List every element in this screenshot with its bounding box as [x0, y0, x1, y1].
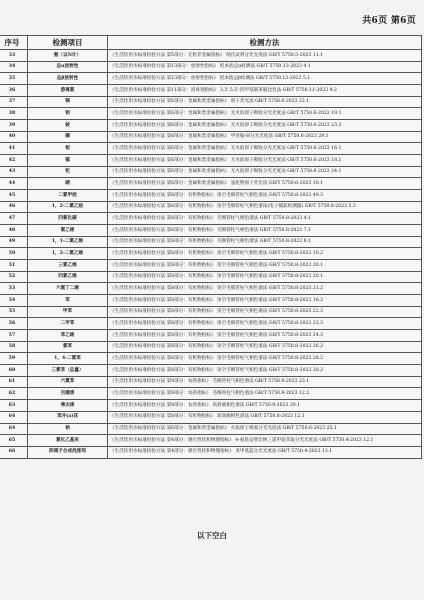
end-of-report-note: 以下空白: [197, 531, 227, 540]
row-seq: 37: [0, 96, 28, 108]
row-seq: 50: [0, 248, 28, 260]
table-row: [0, 295, 422, 307]
row-seq: 33: [0, 50, 28, 62]
row-item: 硒: [28, 178, 108, 190]
row-method: 《生活饮用水标准检验方法 第8部分：有机物指标》 顶空毛细管柱气相色谱法 GB/T 5750.8-2023 28.2: [108, 353, 422, 365]
row-seq: 48: [0, 225, 28, 237]
row-method: 《生活饮用水标准检验方法 第8部分：有机物指标》 顶空毛细管柱气相色谱法 GB/T 5750.8-2023 49.3: [108, 190, 422, 202]
table-row: [0, 166, 422, 178]
row-method: 《生活饮用水标准检验方法 第8部分：有机物指标》 顶空毛细管柱气相色谱法 GB/T 5750.8-2023 22.3: [108, 306, 422, 318]
row-item: 1，4-二氯苯: [28, 353, 108, 365]
row-seq: 45: [0, 190, 28, 202]
row-method: 《生活饮用水标准检验方法 第6部分：金属和类金属指标》 火焰原子吸收分光光度法 GB/T 5750.6-2023 25.1: [108, 423, 422, 435]
table-row: [0, 108, 422, 120]
table-row: [0, 213, 422, 225]
table-row: [0, 330, 422, 342]
column-header-method: 检测方法: [108, 36, 422, 50]
row-item: 四氯乙烯: [28, 271, 108, 283]
row-method: 《生活饮用水标准检验方法 第4部分：感官性状和物理指标》 4-氨基安替比林三氯甲烷萃取分光光度法 GB/T 5750.4-2023 12.1: [108, 435, 422, 447]
table-row: [0, 143, 422, 155]
row-item: 锑: [28, 96, 108, 108]
row-method: 《生活饮用水标准检验方法 第4部分：感官性状和物理指标》 亚甲基蓝分光光度法 GB/T 5750.4-2023 13.1: [108, 446, 422, 458]
row-item: 三氯乙烯: [28, 260, 108, 272]
row-seq: 40: [0, 131, 28, 143]
row-item: 钡: [28, 108, 108, 120]
row-method: 《生活饮用水标准检验方法 第8部分：有机物指标》 顶空毛细管柱气相色谱法 GB/T 5750.8-2023 26.2: [108, 341, 422, 353]
table-row: [0, 190, 422, 202]
row-method: 《生活饮用水标准检验方法 第13部分：放射性指标》 低本底总α检测法 GB/T 5750.13-2023 4.1: [108, 61, 422, 73]
row-method: 《生活饮用水标准检验方法 第6部分：金属和类金属指标》 甲亚胺-H分光光度法 GB/T 5750.6-2023 29.1: [108, 131, 422, 143]
row-seq: 59: [0, 353, 28, 365]
table-row: [0, 260, 422, 272]
row-item: 铍: [28, 120, 108, 132]
row-seq: 41: [0, 143, 28, 155]
row-method: 《生活饮用水标准检验方法 第6部分：金属和类金属指标》 无火焰原子吸收分光光度法 GB/T 5750.6-2023 16.1: [108, 143, 422, 155]
row-item: 二甲苯: [28, 318, 108, 330]
row-method: 《生活饮用水标准检验方法 第9部分：农药指标》 毛细管柱气相色谱法 GB/T 5750.9-2023 12.2: [108, 388, 422, 400]
column-header-seq: 序号: [0, 36, 28, 50]
row-item: 甲苯: [28, 306, 108, 318]
table-row: [0, 376, 422, 388]
row-method: 《生活饮用水标准检验方法 第8部分：有机物指标》 顶空毛细管柱气相色谱法 GB/T 5750.8-2023 21.2: [108, 283, 422, 295]
row-seq: 58: [0, 341, 28, 353]
row-item: 钠: [28, 423, 108, 435]
row-item: 六氯苯: [28, 376, 108, 388]
table-row: [0, 446, 422, 458]
table-row: [0, 96, 422, 108]
table-row: [0, 178, 422, 190]
row-item: 氯化乙基汞: [28, 435, 108, 447]
row-seq: 42: [0, 155, 28, 167]
row-method: 《生活饮用水标准检验方法 第6部分：金属和类金属指标》 无火焰原子吸收分光光度法 GB/T 5750.6-2023 19.1: [108, 108, 422, 120]
row-item: 1，2-二氯乙烯: [28, 248, 108, 260]
page-header: [0, 0, 424, 40]
row-item: 四氯化碳: [28, 213, 108, 225]
row-method: 《生活饮用水标准检验方法 第6部分：金属和类金属指标》 无火焰原子吸收分光光度法 GB/T 5750.6-2023 24.1: [108, 166, 422, 178]
row-seq: 38: [0, 108, 28, 120]
row-seq: 55: [0, 306, 28, 318]
row-seq: 39: [0, 120, 28, 132]
row-method: 《生活饮用水标准检验方法 第9部分：农药指标》 毛细管柱气相色谱法 GB/T 5750.9-2023 23.1: [108, 376, 422, 388]
row-item: 二氯甲烷: [28, 190, 108, 202]
row-method: 《生活饮用水标准检验方法 第8部分：有机物指标》 毛细管柱气相色谱法 GB/T 5750.8-2023 7.1: [108, 225, 422, 237]
table-row: [0, 353, 422, 365]
table-row: [0, 388, 422, 400]
row-seq: 53: [0, 283, 28, 295]
row-seq: 64: [0, 411, 28, 423]
row-item: 总β放射性: [28, 73, 108, 85]
table-row: [0, 400, 422, 412]
row-seq: 64: [0, 423, 28, 435]
row-seq: 36: [0, 85, 28, 97]
row-seq: 60: [0, 365, 28, 377]
row-method: 《生活饮用水标准检验方法 第8部分：有机物指标》 顶空毛细管柱气相色谱法 GB/T 5750.8-2023 20.1: [108, 260, 422, 272]
table-row: [0, 155, 422, 167]
row-seq: 63: [0, 400, 28, 412]
row-seq: 62: [0, 388, 28, 400]
row-method: 《生活饮用水标准检验方法 第8部分：有机物指标》 顶空毛细管柱气相色谱法 GB/T 5750.8-2023 20.1: [108, 271, 422, 283]
row-method: 《生活饮用水标准检验方法 第6部分：金属和类金属指标》 原子荧光法 GB/T 5750.6-2023 22.1: [108, 96, 422, 108]
table-row: [0, 423, 422, 435]
row-method: 《生活饮用水标准检验方法 第13部分：放射性指标》 低本底总β检测法 GB/T 5750.13-2023 5.1: [108, 73, 422, 85]
table-row: [0, 85, 422, 97]
row-method: 《生活饮用水标准检验方法 第8部分：有机物指标》 顶空毛细管柱气相色谱法(电子捕获检测器) GB/T 5750.8-2023 5.3: [108, 201, 422, 213]
row-method: 《生活饮用水标准检验方法 第8部分：有机物指标》 高效液相色谱法 GB/T 5750.8-2023 12.1: [108, 411, 422, 423]
table-row: [0, 306, 422, 318]
row-seq: 56: [0, 318, 28, 330]
row-item: 莠去津: [28, 400, 108, 412]
row-method: 《生活饮用水标准检验方法 第8部分：有机物指标》 顶空毛细管柱气相色谱法 GB/T 5750.8-2023 18.2: [108, 295, 422, 307]
row-seq: 52: [0, 271, 28, 283]
row-method: 《生活饮用水标准检验方法 第11部分：消毒剂指标》 3,3',5,5'-四甲基联苯胺比色法 GB/T 5750.11-2023 4.2: [108, 85, 422, 97]
row-seq: 66: [0, 446, 28, 458]
row-seq: 65: [0, 435, 28, 447]
row-seq: 35: [0, 73, 28, 85]
row-seq: 34: [0, 61, 28, 73]
row-item: 苯: [28, 295, 108, 307]
table-row: [0, 236, 422, 248]
table-row: [0, 365, 422, 377]
test-methods-table: [0, 35, 422, 459]
table-row: [0, 341, 422, 353]
row-seq: 51: [0, 260, 28, 272]
row-seq: 54: [0, 295, 28, 307]
row-item: 1，2-二氯乙烷: [28, 201, 108, 213]
table-row: [0, 201, 422, 213]
row-item: 百菌清: [28, 388, 108, 400]
row-item: 三氯苯（总量）: [28, 365, 108, 377]
row-item: 苯乙烯: [28, 330, 108, 342]
row-item: 铊: [28, 166, 108, 178]
row-item: 钼: [28, 143, 108, 155]
row-seq: 57: [0, 330, 28, 342]
table-row: [0, 73, 422, 85]
table-row: [0, 283, 422, 295]
row-item: 总α放射性: [28, 61, 108, 73]
table-row: [0, 120, 422, 132]
row-seq: 44: [0, 178, 28, 190]
row-item: 1，1-二氯乙烯: [28, 236, 108, 248]
table-row: [0, 61, 422, 73]
row-item: 硼: [28, 131, 108, 143]
row-method: 《生活饮用水标准检验方法 第8部分：有机物指标》 顶空毛细管柱气相色谱法 GB/T 5750.8-2023 30.2: [108, 365, 422, 377]
table-row: [0, 435, 422, 447]
row-seq: 47: [0, 213, 28, 225]
table-row: [0, 131, 422, 143]
column-header-item: 检测项目: [28, 36, 108, 50]
row-method: 《生活饮用水标准检验方法 第8部分：有机物指标》 毛细管柱气相色谱法 GB/T 5750.8-2023 8.1: [108, 236, 422, 248]
table-row: [0, 225, 422, 237]
row-item: 氯苯: [28, 341, 108, 353]
row-item: 氯乙烯: [28, 225, 108, 237]
row-method: 《生活饮用水标准检验方法 第6部分：金属和类金属指标》 氢化物原子荧光法 GB/T 5750.6-2023 10.1: [108, 178, 422, 190]
row-item: 镍: [28, 155, 108, 167]
table-row: [0, 248, 422, 260]
row-method: 《生活饮用水标准检验方法 第5部分：无机非金属指标》 纳氏试剂分光光度法 GB/T 5750.5-2023 11.1: [108, 50, 422, 62]
table-row: [0, 411, 422, 423]
row-item: 氨（以N计）: [28, 50, 108, 62]
page-count: 共6页 第6页: [362, 16, 416, 26]
row-method: 《生活饮用水标准检验方法 第8部分：有机物指标》 顶空毛细管柱气相色谱法 GB/T 5750.8-2023 24.3: [108, 330, 422, 342]
row-item: 阴离子合成洗涤剂: [28, 446, 108, 458]
row-method: 《生活饮用水标准检验方法 第9部分：农药指标》 高效液相色谱法 GB/T 5750.9-2023 20.1: [108, 400, 422, 412]
row-seq: 49: [0, 236, 28, 248]
row-item: 六氯丁二烯: [28, 283, 108, 295]
row-method: 《生活饮用水标准检验方法 第8部分：有机物指标》 毛细管柱气相色谱法 GB/T 5750.8-2023 4.1: [108, 213, 422, 225]
row-seq: 46: [0, 201, 28, 213]
row-seq: 43: [0, 166, 28, 178]
row-item: 游离氯: [28, 85, 108, 97]
row-method: 《生活饮用水标准检验方法 第8部分：有机物指标》 顶空毛细管柱气相色谱法 GB/T 5750.8-2023 23.3: [108, 318, 422, 330]
row-method: 《生活饮用水标准检验方法 第8部分：有机物指标》 顶空毛细管柱气相色谱法 GB/T 5750.8-2023 10.2: [108, 248, 422, 260]
row-method: 《生活饮用水标准检验方法 第6部分：金属和类金属指标》 无火焰原子吸收分光光度法 GB/T 5750.6-2023 23.2: [108, 120, 422, 132]
row-item: 苯并(a)芘: [28, 411, 108, 423]
table-header-row: [0, 36, 422, 50]
table-row: [0, 50, 422, 62]
table-row: [0, 271, 422, 283]
table-row: [0, 318, 422, 330]
row-seq: 61: [0, 376, 28, 388]
row-method: 《生活饮用水标准检验方法 第6部分：金属和类金属指标》 无火焰原子吸收分光光度法 GB/T 5750.6-2023 18.1: [108, 155, 422, 167]
